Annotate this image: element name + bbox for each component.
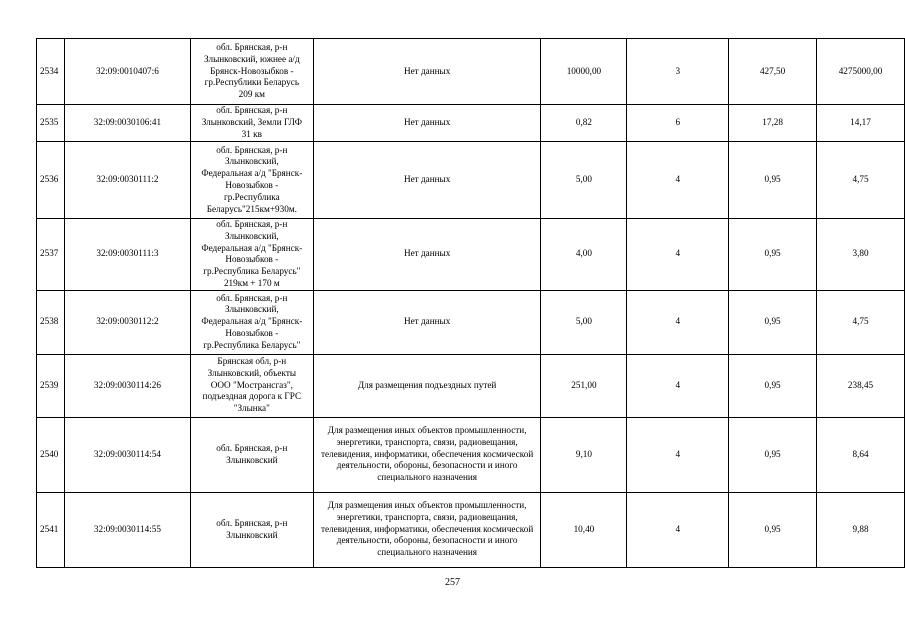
area-cell: 5,00	[541, 142, 627, 219]
value-cell: 14,17	[817, 105, 905, 142]
cadastral-number: 32:09:0030112:2	[64, 290, 190, 354]
cadastral-number: 32:09:0030111:2	[64, 142, 190, 219]
address-cell: обл. Брянская, р-н Злынковский	[190, 417, 313, 492]
land-use-cell: Для размещения подъездных путей	[313, 354, 541, 417]
area-cell: 10,40	[541, 492, 627, 567]
row-number: 2534	[37, 39, 65, 105]
group-cell: 4	[627, 290, 729, 354]
table-row	[37, 219, 905, 291]
address-cell: обл. Брянская, р-н Злынковский	[190, 492, 313, 567]
group-cell: 3	[627, 39, 729, 105]
cadastral-number: 32:09:0030106:41	[64, 105, 190, 142]
value-cell: 4,75	[817, 142, 905, 219]
table-row	[37, 142, 905, 219]
value-cell: 3,80	[817, 219, 905, 291]
address-cell: обл. Брянская, р-н Злынковский, Федеральная а/д "Брянск- Новозыбков - гр.Республика Беларусь" 219км + 170 м	[190, 219, 313, 291]
rate-cell: 17,28	[729, 105, 817, 142]
value-cell: 4,75	[817, 290, 905, 354]
area-cell: 10000,00	[541, 39, 627, 105]
rate-cell: 0,95	[729, 354, 817, 417]
table-row	[37, 492, 905, 567]
page-number: 257	[445, 577, 460, 588]
land-use-cell: Для размещения иных объектов промышленности, энергетики, транспорта, связи, радиовещания, телевидения, информатики, обеспечения космической деятельности, обороны, безопасности и иного специального назначения	[313, 417, 541, 492]
area-cell: 4,00	[541, 219, 627, 291]
address-cell: обл. Брянская, р-н Злынковский, южнее а/д Брянск-Новозыбков - гр.Республики Беларусь 209 км	[190, 39, 313, 105]
table-row	[37, 39, 905, 105]
value-cell: 4275000,00	[817, 39, 905, 105]
row-number: 2537	[37, 219, 65, 291]
address-cell: Брянская обл, р-н Злынковский, объекты ООО "Мострансгаз", подъездная дорога к ГРС "Злынка"	[190, 354, 313, 417]
land-use-cell: Нет данных	[313, 39, 541, 105]
group-cell: 4	[627, 354, 729, 417]
row-number: 2538	[37, 290, 65, 354]
rate-cell: 427,50	[729, 39, 817, 105]
value-cell: 238,45	[817, 354, 905, 417]
cadastral-table	[36, 38, 905, 568]
land-use-cell: Нет данных	[313, 105, 541, 142]
row-number: 2536	[37, 142, 65, 219]
rate-cell: 0,95	[729, 492, 817, 567]
land-use-cell: Для размещения иных объектов промышленности, энергетики, транспорта, связи, радиовещания, телевидения, информатики, обеспечения космической деятельности, обороны, безопасности и иного специального назначения	[313, 492, 541, 567]
row-number: 2535	[37, 105, 65, 142]
land-use-cell: Нет данных	[313, 142, 541, 219]
group-cell: 4	[627, 492, 729, 567]
group-cell: 4	[627, 219, 729, 291]
row-number: 2540	[37, 417, 65, 492]
cadastral-number: 32:09:0030114:54	[64, 417, 190, 492]
address-cell: обл. Брянская, р-н Злынковский, Федеральная а/д "Брянск- Новозыбков - гр.Республика Беларусь"	[190, 290, 313, 354]
land-use-cell: Нет данных	[313, 290, 541, 354]
cadastral-number: 32:09:0030114:55	[64, 492, 190, 567]
group-cell: 4	[627, 142, 729, 219]
group-cell: 4	[627, 417, 729, 492]
area-cell: 9,10	[541, 417, 627, 492]
value-cell: 9,88	[817, 492, 905, 567]
area-cell: 0,82	[541, 105, 627, 142]
table-row	[37, 417, 905, 492]
rate-cell: 0,95	[729, 219, 817, 291]
rate-cell: 0,95	[729, 417, 817, 492]
cadastral-number: 32:09:0010407:6	[64, 39, 190, 105]
group-cell: 6	[627, 105, 729, 142]
address-cell: обл. Брянская, р-н Злынковский, Земли ГЛФ 31 кв	[190, 105, 313, 142]
table-row	[37, 105, 905, 142]
land-use-cell: Нет данных	[313, 219, 541, 291]
table-row	[37, 290, 905, 354]
row-number: 2539	[37, 354, 65, 417]
table-row	[37, 354, 905, 417]
row-number: 2541	[37, 492, 65, 567]
rate-cell: 0,95	[729, 142, 817, 219]
value-cell: 8,64	[817, 417, 905, 492]
rate-cell: 0,95	[729, 290, 817, 354]
cadastral-number: 32:09:0030114:26	[64, 354, 190, 417]
area-cell: 251,00	[541, 354, 627, 417]
area-cell: 5,00	[541, 290, 627, 354]
address-cell: обл. Брянская, р-н Злынковский, Федеральная а/д "Брянск- Новозыбков - гр.Республика Беларусь"215км+930м.	[190, 142, 313, 219]
cadastral-number: 32:09:0030111:3	[64, 219, 190, 291]
